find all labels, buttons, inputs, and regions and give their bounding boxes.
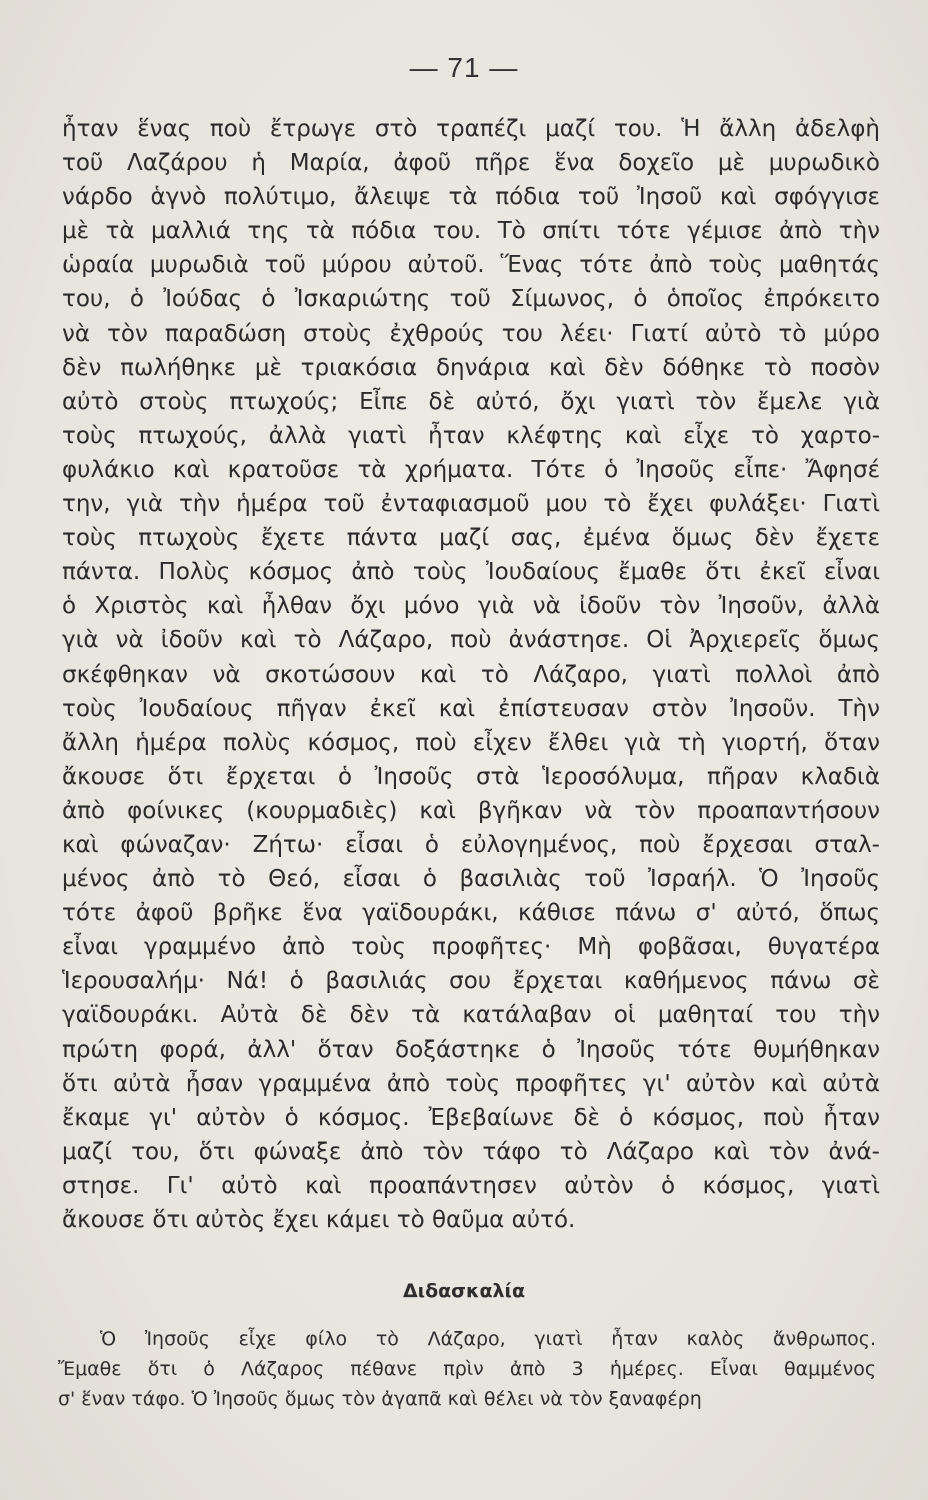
text-line: ὅτι αὐτὰ ἦσαν γραμμένα ἀπὸ τοὺς προφῆτες γι' αὐτὸν καὶ αὐτὰ	[62, 1070, 880, 1097]
section-heading: Διδασκαλία	[402, 1280, 526, 1302]
text-line: τότε ἀφοῦ βρῆκε ἕνα γαϊδουράκι, κάθισε πάνω σ' αὐτό, ὅπως	[62, 900, 880, 927]
text-line: δὲν πωλήθηκε μὲ τριακόσια δηνάρια καὶ δὲν δόθηκε τὸ ποσὸν	[62, 354, 880, 381]
text-line: στησε. Γι' αὐτὸ καὶ προαπάντησεν αὐτὸν ὁ κόσμος, γιατὶ	[62, 1172, 880, 1199]
text-line: μαζί του, ὅτι φώναξε ἀπὸ τὸν τάφο τὸ Λάζαρο καὶ τὸν ἀνά-	[62, 1138, 880, 1165]
text-line: γαϊδουράκι. Αὐτὰ δὲ δὲν τὰ κατάλαβαν οἱ μαθηταί του τὴν	[62, 1002, 880, 1029]
text-line: γιὰ νὰ ἰδοῦν καὶ τὸ Λάζαρο, ποὺ ἀνάστησε. Οἱ Ἀρχιερεῖς ὅμως	[62, 627, 880, 654]
lesson-line: Ἔμαθε ὅτι ὁ Λάζαρος πέθανε πρὶν ἀπὸ 3 ἡμέρες. Εἶναι θαμμένος	[58, 1358, 876, 1380]
text-line: ἔκαμε γι' αὐτὸν ὁ κόσμος. Ἐβεβαίωνε δὲ ὁ κόσμος, ποὺ ἦταν	[62, 1104, 880, 1131]
page-number: — 71 —	[409, 52, 519, 83]
text-line: ἀπὸ φοίνικες (κουρμαδιὲς) καὶ βγῆκαν νὰ τὸν προαπαντήσουν	[62, 797, 880, 824]
text-line: ἄκουσε ὅτι ἔρχεται ὁ Ἰησοῦς στὰ Ἱεροσόλυμα, πῆραν κλαδιὰ	[62, 763, 880, 790]
text-line: μὲ τὰ μαλλιά της τὰ πόδια του. Τὸ σπίτι τότε γέμισε ἀπὸ τὴν	[62, 218, 880, 245]
text-line: αὐτὸ στοὺς πτωχούς; Εἶπε δὲ αὐτό, ὄχι γιατὶ τὸν ἔμελε γιὰ	[62, 388, 880, 415]
text-line: νὰ τὸν παραδώση στοὺς ἐχθρούς του λέει· Γιατί αὐτὸ τὸ μύρο	[62, 320, 880, 347]
text-line: του, ὁ Ἰούδας ὁ Ἰσκαριώτης τοῦ Σίμωνος, ὁ ὁποῖος ἐπρόκειτο	[62, 286, 880, 313]
text-line: τοὺς πτωχούς, ἀλλὰ γιατὶ ἦταν κλέφτης καὶ εἶχε τὸ χαρτο-	[62, 422, 880, 449]
lesson-line: σ' ἕναν τάφο. Ὁ Ἰησοῦς ὅμως τὸν ἀγαπᾶ καὶ θέλει νὰ τὸν ξαναφέρη	[58, 1388, 702, 1410]
body-text	[62, 112, 880, 1237]
text-line: πάντα. Πολὺς κόσμος ἀπὸ τοὺς Ἰουδαίους ἔμαθε ὅτι ἐκεῖ εἶναι	[62, 559, 880, 586]
text-line: την, γιὰ τὴν ἡμέρα τοῦ ἐνταφιασμοῦ μου τὸ ἔχει φυλάξει· Γιατὶ	[62, 491, 880, 518]
text-line: τοὺς Ἰουδαίους πῆγαν ἐκεῖ καὶ ἐπίστευσαν στὸν Ἰησοῦν. Τὴν	[62, 695, 880, 722]
text-line: εἶναι γραμμένο ἀπὸ τοὺς προφῆτες· Μὴ φοβᾶσαι, θυγατέρα	[62, 934, 880, 961]
lesson-text	[58, 1324, 876, 1414]
text-line: τοῦ Λαζάρου ἡ Μαρία, ἀφοῦ πῆρε ἕνα δοχεῖο μὲ μυρωδικὸ	[62, 150, 880, 177]
text-line: Ἱερουσαλήμ· Νά! ὁ βασιλιάς σου ἔρχεται καθήμενος πάνω σὲ	[62, 968, 880, 995]
text-line: φυλάκιο καὶ κρατοῦσε τὰ χρήματα. Τότε ὁ Ἰησοῦς εἶπε· Ἄφησέ	[62, 456, 880, 483]
text-line: ἄλλη ἡμέρα πολὺς κόσμος, ποὺ εἶχεν ἔλθει γιὰ τὴ γιορτή, ὅταν	[62, 729, 880, 756]
text-line: νάρδο ἁγνὸ πολύτιμο, ἄλειψε τὰ πόδια τοῦ Ἰησοῦ καὶ σφόγγισε	[62, 184, 880, 211]
text-line: μένος ἀπὸ τὸ Θεό, εἶσαι ὁ βασιλιὰς τοῦ Ἰσραήλ. Ὁ Ἰησοῦς	[62, 866, 880, 893]
text-line: πρώτη φορά, ἀλλ' ὅταν δοξάστηκε ὁ Ἰησοῦς τότε θυμήθηκαν	[62, 1036, 880, 1063]
text-line: ὁ Χριστὸς καὶ ἦλθαν ὄχι μόνο γιὰ νὰ ἰδοῦν τὸν Ἰησοῦν, ἀλλὰ	[62, 593, 880, 620]
text-line: ἄκουσε ὅτι αὐτὸς ἔχει κάμει τὸ θαῦμα αὐτό.	[62, 1207, 576, 1233]
text-line: τοὺς πτωχοὺς ἔχετε πάντα μαζί σας, ἐμένα ὅμως δὲν ἔχετε	[62, 525, 880, 552]
text-line: ἦταν ἕνας ποὺ ἔτρωγε στὸ τραπέζι μαζί του. Ἡ ἄλλη ἀδελφὴ	[62, 116, 880, 142]
text-line: σκέφθηκαν νὰ σκοτώσουν καὶ τὸ Λάζαρο, γιατὶ πολλοὶ ἀπὸ	[62, 661, 880, 688]
text-line: ὡραία μυρωδιὰ τοῦ μύρου αὐτοῦ. Ἕνας τότε ἀπὸ τοὺς μαθητάς	[62, 252, 880, 279]
text-line: καὶ φώναζαν· Ζήτω· εἶσαι ὁ εὐλογημένος, ποὺ ἔρχεσαι σταλ-	[62, 831, 880, 858]
lesson-line: Ὁ Ἰησοῦς εἶχε φίλο τὸ Λάζαρο, γιατὶ ἦταν καλὸς ἄνθρωπος.	[100, 1328, 876, 1350]
